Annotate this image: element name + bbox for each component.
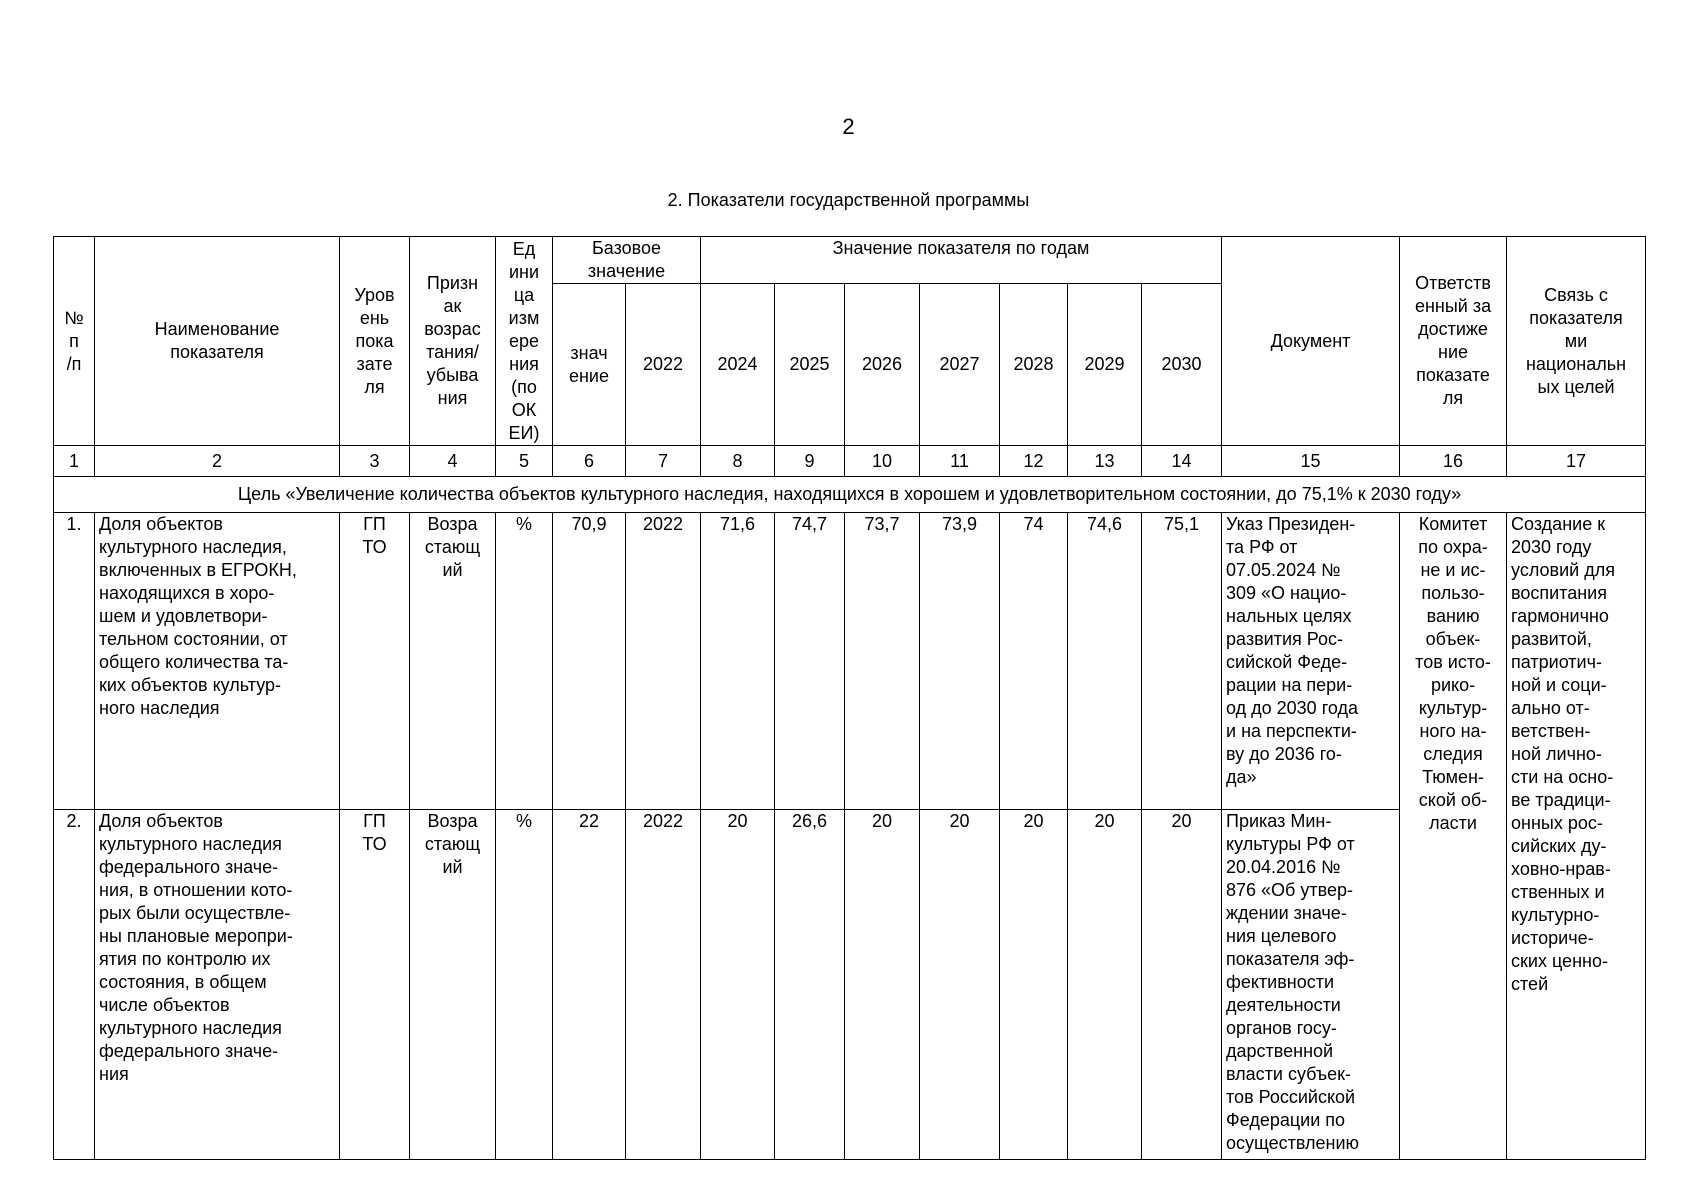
table-row: [54, 513, 1646, 810]
header-years-group: Значение показателя по годам: [701, 237, 1222, 284]
column-number: 8: [701, 446, 775, 477]
header-level: Уров ень пока зате ля: [340, 237, 410, 446]
column-number: 13: [1068, 446, 1142, 477]
indicator-unit: %: [496, 810, 553, 1160]
value-2025: 26,6: [775, 810, 845, 1160]
column-number: 15: [1222, 446, 1400, 477]
column-numbers-row: [54, 446, 1646, 477]
indicator-unit: %: [496, 513, 553, 810]
page-number: 2: [842, 114, 855, 139]
column-number: 12: [1000, 446, 1068, 477]
row-number: 2.: [54, 810, 95, 1160]
header-year: 2028: [1000, 284, 1068, 446]
responsible-body: Комитет по охра- не и ис- пользо- ванию объек- тов исто- рико- культур- ного на- следия Тюмен- ской об- ласти: [1400, 513, 1507, 1160]
value-2029: 74,6: [1068, 513, 1142, 810]
value-2024: 71,6: [701, 513, 775, 810]
base-value: 70,9: [553, 513, 626, 810]
value-2026: 73,7: [845, 513, 920, 810]
goal-text: Цель «Увеличение количества объектов культурного наследия, находящихся в хорошем и удовлетворительном состоянии, до 75,1% к 2030 году»: [54, 477, 1646, 513]
column-number: 2: [95, 446, 340, 477]
header-name: Наименование показателя: [95, 237, 340, 446]
header-year: 2030: [1142, 284, 1222, 446]
column-number: 9: [775, 446, 845, 477]
header-num: № п /п: [54, 237, 95, 446]
header-trend: Призн ак возрас тания/ убыва ния: [410, 237, 496, 446]
base-year: 2022: [626, 810, 701, 1160]
indicators-table: [53, 236, 1646, 1160]
national-goal-link: Создание к 2030 году условий для воспитания гармонично развитой, патриотич- ной и соци- ально от- ветствен- ной лично- сти на осно- ве традици- онных рос- сийских ду- ховно-нрав- ственных и культурно- историче- ских ценно- стей: [1507, 513, 1646, 1160]
indicator-document: Указ Президен- та РФ от 07.05.2024 № 309 «О нацио- нальных целях развития Рос- сийской Феде- рации на пери- од до 2030 года и на перспекти- ву до 2036 го- да»: [1222, 513, 1400, 810]
value-2026: 20: [845, 810, 920, 1160]
header-document: Документ: [1222, 237, 1400, 446]
value-2028: 74: [1000, 513, 1068, 810]
base-value: 22: [553, 810, 626, 1160]
indicator-document: Приказ Мин- культуры РФ от 20.04.2016 № 876 «Об утвер- ждении значе- ния целевого показателя эф- фективности деятельности органов госу- дарственной власти субъек- тов Российской Федерации по осуществлению: [1222, 810, 1400, 1160]
column-number: 16: [1400, 446, 1507, 477]
column-number: 3: [340, 446, 410, 477]
value-2029: 20: [1068, 810, 1142, 1160]
value-2027: 73,9: [920, 513, 1000, 810]
column-number: 10: [845, 446, 920, 477]
header-responsible: Ответств енный за достиже ние показате ля: [1400, 237, 1507, 446]
goal-row: [54, 477, 1646, 513]
indicator-name: Доля объектов культурного наследия федерального значе- ния, в отношении кото- рых были осуществле- ны плановые меропри- ятия по контролю их состояния, в общем числе объектов культурного наследия федерального значе- ния: [95, 810, 340, 1160]
header-national-link: Связь с показателя ми национальн ых целей: [1507, 237, 1646, 446]
column-number: 7: [626, 446, 701, 477]
indicator-level: ГП ТО: [340, 513, 410, 810]
indicator-trend: Возра стающ ий: [410, 810, 496, 1160]
section-title: 2. Показатели государственной программы: [667, 190, 1030, 210]
indicator-name: Доля объектов культурного наследия, включенных в ЕГРОКН, находящихся в хоро- шем и удовлетвори- тельном состоянии, от общего количества та- ких объектов культур- ного наследия: [95, 513, 340, 810]
column-number: 1: [54, 446, 95, 477]
column-number: 17: [1507, 446, 1646, 477]
header-year: 2024: [701, 284, 775, 446]
column-number: 4: [410, 446, 496, 477]
header-unit: Ед ини ца изм ере ния (по ОК ЕИ): [496, 237, 553, 446]
header-year: 2029: [1068, 284, 1142, 446]
value-2028: 20: [1000, 810, 1068, 1160]
indicator-trend: Возра стающ ий: [410, 513, 496, 810]
column-number: 6: [553, 446, 626, 477]
header-base-group: Базовое значение: [553, 237, 701, 284]
column-number: 11: [920, 446, 1000, 477]
row-number: 1.: [54, 513, 95, 810]
indicator-level: ГП ТО: [340, 810, 410, 1160]
column-number: 14: [1142, 446, 1222, 477]
value-2030: 75,1: [1142, 513, 1222, 810]
value-2024: 20: [701, 810, 775, 1160]
value-2025: 74,7: [775, 513, 845, 810]
value-2027: 20: [920, 810, 1000, 1160]
value-2030: 20: [1142, 810, 1222, 1160]
header-year: 2027: [920, 284, 1000, 446]
base-year: 2022: [626, 513, 701, 810]
column-number: 5: [496, 446, 553, 477]
header-year: 2025: [775, 284, 845, 446]
header-base-year: 2022: [626, 284, 701, 446]
header-base-value: знач ение: [553, 284, 626, 446]
header-year: 2026: [845, 284, 920, 446]
header-row: [54, 237, 1646, 284]
